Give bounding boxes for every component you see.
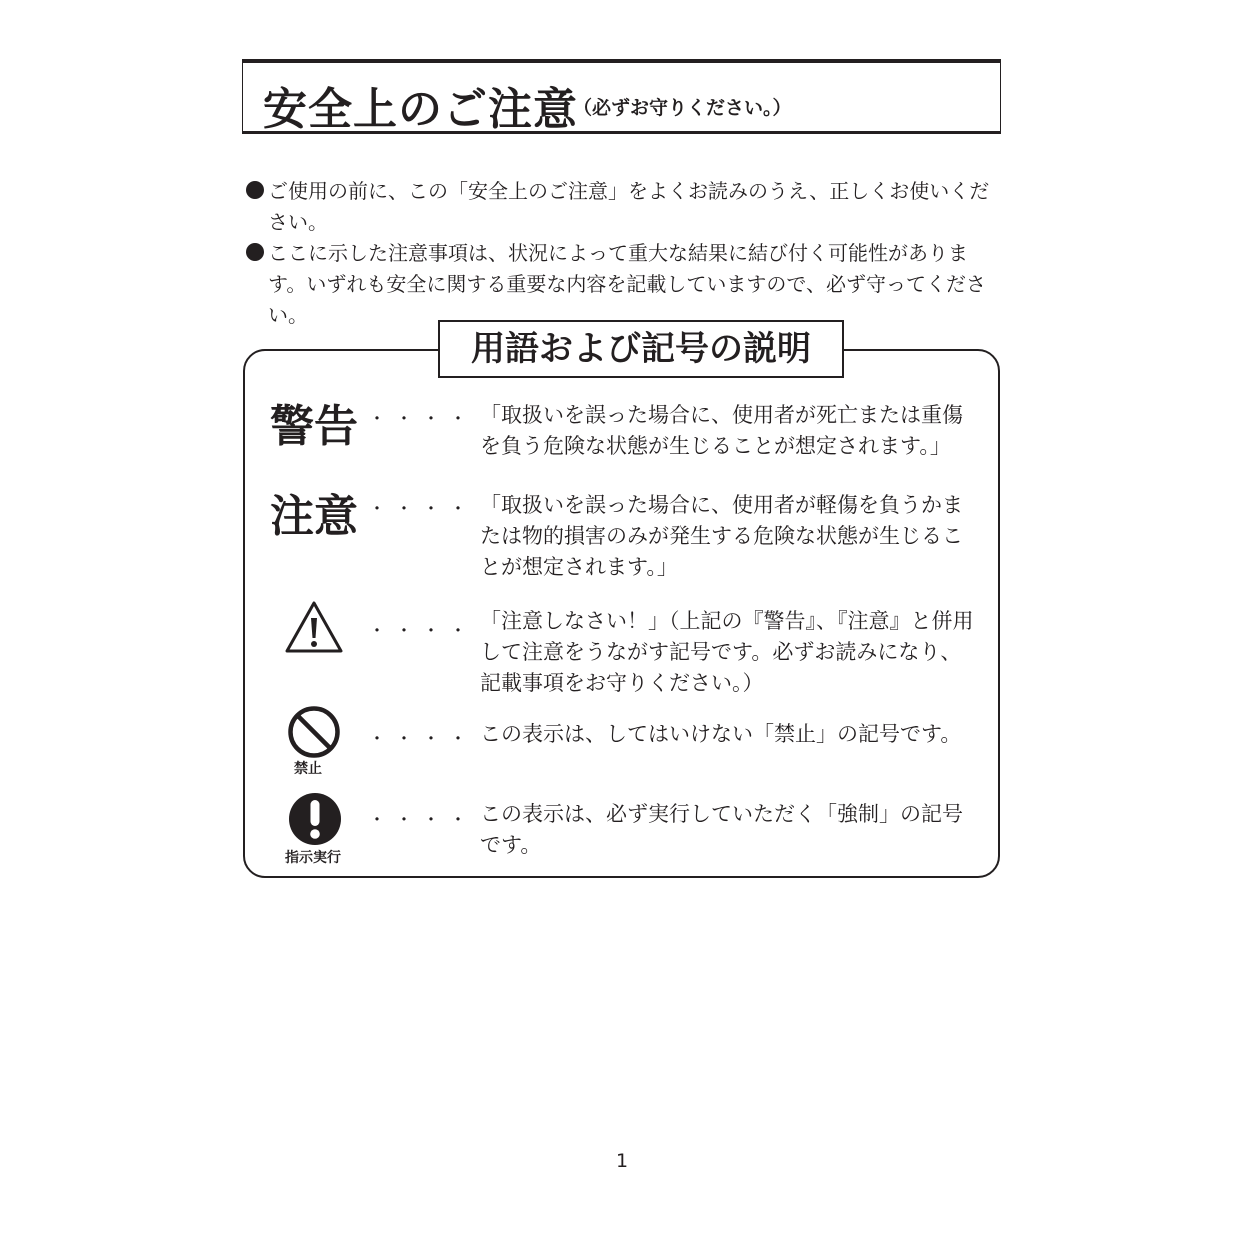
intro-bullet [246, 176, 1006, 238]
mandatory-action-label: 指示実行 [285, 850, 341, 866]
leader-dots: ・・・・ [368, 810, 476, 831]
desc-mandatory: この表示は、必ず実行していただく「強制」の記号です。 [480, 802, 963, 857]
intro-bullet [246, 238, 1006, 331]
leader-dots: ・・・・ [368, 621, 476, 642]
term-warning: 警告 [270, 401, 358, 452]
prohibition-label: 禁止 [294, 761, 322, 777]
desc-warning: 「取扱いを誤った場合に、使用者が死亡または重傷を負う危険な状態が生じることが想定されます。」 [480, 403, 963, 458]
intro-bullet-text: ご使用の前に、この「安全上のご注意」をよくお読みのうえ、正しくお使いください。 [268, 179, 990, 234]
page-title: 安全上のご注意 [263, 84, 578, 135]
desc-caution: 「取扱いを誤った場合に、使用者が軽傷を負うかまたは物的損害のみが発生する危険な状態が生じることが想定されます。」 [480, 493, 963, 579]
desc-caution-symbol: 「注意しなさい！」（上記の『警告』、『注意』と併用して注意をうながす記号です。必ずお読みになり、記載事項をお守りください。） [480, 609, 974, 695]
leader-dots: ・・・・ [368, 729, 476, 750]
term-caution: 注意 [270, 491, 358, 542]
caution-triangle-icon [284, 600, 344, 658]
bullet-icon [246, 181, 264, 199]
prohibition-icon [287, 705, 341, 763]
leader-dots: ・・・・ [368, 409, 476, 430]
intro-list [246, 176, 1006, 331]
legend-title: 用語および記号の説明 [438, 320, 844, 378]
page-subtitle: （必ずお守りください。） [573, 97, 792, 119]
leader-dots: ・・・・ [368, 499, 476, 520]
mandatory-action-icon [288, 792, 342, 850]
desc-prohibition: この表示は、してはいけない「禁止」の記号です。 [480, 722, 962, 746]
intro-bullet-text: ここに示した注意事項は、状況によって重大な結果に結び付く可能性があります。いずれも安全に関する重要な内容を記載していますので、必ず守ってください。 [268, 241, 986, 327]
title-box [242, 59, 1001, 134]
page-number: 1 [615, 1150, 629, 1172]
bullet-icon [246, 243, 264, 261]
